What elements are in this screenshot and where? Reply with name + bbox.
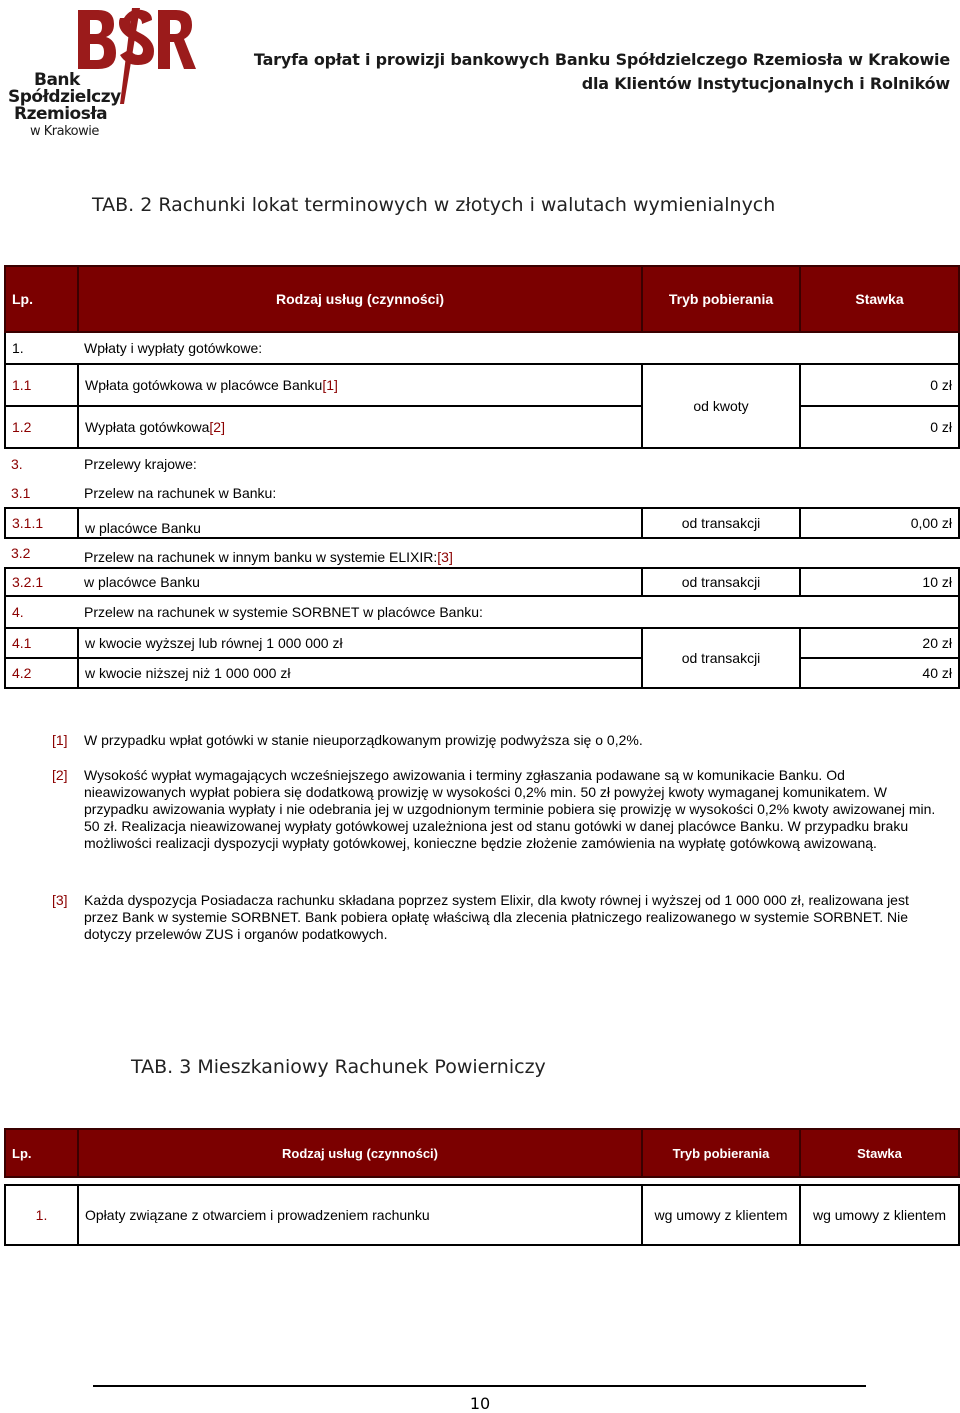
- footnote-text: Wysokość wypłat wymagających wcześniejszego awizowania i terminy zgłaszania podawane są w komunikacie Banku. Od nieawizowanych wypłat pobiera się dodatkową prowizję w wysokości 0,2% min. 50 zł powyżej kwoty wymaganej komunikatem. W przypadku awizowania wypłaty i nie odebrania jej w uzgodnionym terminie pobiera się prowizję w wysokości 0,2% kwoty awizowanej min. 50 zł. Realizacja nieawizowanej wypłaty gotówkowej uzależniona jest od stanu gotówki w danej placówce Banku. W przypadku braku możliwości realizacji dyspozycji wypłaty gotówkowej, konieczne będzie złożenie zamówienia na wypłatę gotówkową awizowaną.: [84, 767, 936, 851]
- row-lp: 1.1: [5, 364, 78, 406]
- bank-logo-text: [8, 70, 121, 140]
- row-desc: w placówce Banku: [78, 568, 642, 596]
- col-header-tryb: Tryb pobierania: [642, 1129, 800, 1177]
- footnote-item: [52, 732, 942, 749]
- logo-line-2: Spółdzielczy: [8, 87, 121, 107]
- footnote-ref[interactable]: [2]: [209, 419, 225, 435]
- row-lp: 4.2: [5, 658, 78, 688]
- row-desc: Przelew na rachunek w innym banku w systemie ELIXIR:[3]: [84, 549, 453, 565]
- row-lp: 1.: [5, 1185, 78, 1245]
- row-stawka: 0 zł: [800, 364, 959, 406]
- row-lp: 4.1: [5, 628, 78, 658]
- footer-divider: [93, 1385, 866, 1387]
- col-header-tryb: Tryb pobierania: [642, 266, 800, 332]
- footnote-text: W przypadku wpłat gotówki w stanie nieuporządkowanym prowizję podwyższa się o 0,2%.: [84, 732, 643, 748]
- header-line-2: dla Klientów Instytucjonalnych i Rolników: [581, 74, 950, 93]
- row-desc: Wpłata gotówkowa w placówce Banku[1]: [78, 364, 642, 406]
- header-line-1: Taryfa opłat i prowizji bankowych Banku Spółdzielczego Rzemiosła w Krakowie: [253, 50, 950, 69]
- row-lp: 3.1: [11, 484, 31, 501]
- footnote-ref[interactable]: [3]: [437, 549, 453, 565]
- col-header-lp: Lp.: [5, 1129, 78, 1177]
- logo-line-3: Rzemiosła: [14, 104, 108, 124]
- row-lp: 3.: [11, 455, 23, 472]
- tab3-header-row: [5, 1129, 959, 1177]
- row-desc: Przelew na rachunek w systemie SORBNET w placówce Banku:: [78, 596, 959, 628]
- footnotes: [52, 732, 942, 943]
- page-number: 10: [469, 1394, 491, 1413]
- row-desc: Przelew na rachunek w Banku:: [84, 484, 277, 501]
- row-stawka: wg umowy z klientem: [800, 1185, 959, 1245]
- document-header: [254, 48, 950, 96]
- logo-subline: w Krakowie: [30, 124, 99, 139]
- row-lp: 1.: [5, 332, 78, 364]
- table-row: [5, 364, 959, 406]
- row-tryb: od kwoty: [642, 364, 800, 448]
- row-lp: 3.2.1: [5, 568, 78, 596]
- row-tryb: od transakcji: [642, 568, 800, 596]
- row-desc: Przelewy krajowe:: [84, 455, 197, 472]
- table-row: [5, 508, 959, 538]
- table-row: [5, 658, 959, 688]
- row-lp: 1.2: [5, 406, 78, 448]
- row-tryb: od transakcji: [642, 628, 800, 688]
- row-stawka: 0,00 zł: [800, 508, 959, 538]
- footnote-item: [52, 767, 942, 852]
- footnote-ref: [3]: [52, 892, 68, 908]
- row-stawka: 20 zł: [800, 628, 959, 658]
- row-tryb: wg umowy z klientem: [642, 1185, 800, 1245]
- tab2-header-row: [5, 266, 959, 332]
- table-row: [5, 538, 959, 568]
- footnote-ref: [1]: [52, 732, 68, 748]
- footnote-text: Każda dyspozycja Posiadacza rachunku składana poprzez system Elixir, dla kwoty równej i wyższej od 1 000 000 zł, realizowana jest przez Bank w systemie SORBNET. Bank pobiera opłatę właściwą dla zlecenia płatniczego realizowanego w systemie SORBNET. Nie dotyczy przelewów ZUS i organów podatkowych.: [84, 892, 909, 942]
- row-lp: 4.: [5, 596, 78, 628]
- tab3-title: TAB. 3 Mieszkaniowy Rachunek Powierniczy: [131, 1056, 546, 1078]
- row-desc: Wypłata gotówkowa[2]: [78, 406, 642, 448]
- table-row: [5, 448, 959, 478]
- table-row: [5, 1185, 959, 1245]
- col-header-rodzaj: Rodzaj usług (czynności): [78, 266, 642, 332]
- footnote-ref[interactable]: [1]: [322, 377, 338, 393]
- row-lp: 3.1.1: [5, 508, 78, 538]
- row-desc: w placówce Banku: [78, 508, 642, 538]
- row-lp: 3.2: [11, 545, 31, 561]
- row-desc: w kwocie wyższej lub równej 1 000 000 zł: [78, 628, 642, 658]
- row-desc: Wpłaty i wypłaty gotówkowe:: [78, 332, 959, 364]
- tab2-table: [4, 265, 960, 689]
- table-row: [5, 478, 959, 508]
- spacer-row: [5, 1177, 959, 1185]
- footnote-item: [52, 892, 942, 943]
- row-tryb: od transakcji: [642, 508, 800, 538]
- row-desc: Opłaty związane z otwarciem i prowadzeniem rachunku: [78, 1185, 642, 1245]
- table-row: [5, 596, 959, 628]
- col-header-stawka: Stawka: [800, 266, 959, 332]
- table-row: [5, 406, 959, 448]
- row-stawka: 0 zł: [800, 406, 959, 448]
- table-row: [5, 568, 959, 596]
- col-header-rodzaj: Rodzaj usług (czynności): [78, 1129, 642, 1177]
- tab3-table: [4, 1128, 960, 1246]
- row-stawka: 40 zł: [800, 658, 959, 688]
- col-header-stawka: Stawka: [800, 1129, 959, 1177]
- row-desc: w kwocie niższej niż 1 000 000 zł: [78, 658, 642, 688]
- row-stawka: 10 zł: [800, 568, 959, 596]
- logo-line-1: Bank: [34, 70, 80, 90]
- table-row: [5, 628, 959, 658]
- footnote-ref: [2]: [52, 767, 68, 783]
- table-row: [5, 332, 959, 364]
- tab2-title: TAB. 2 Rachunki lokat terminowych w złotych i walutach wymienialnych: [92, 194, 776, 216]
- col-header-lp: Lp.: [5, 266, 78, 332]
